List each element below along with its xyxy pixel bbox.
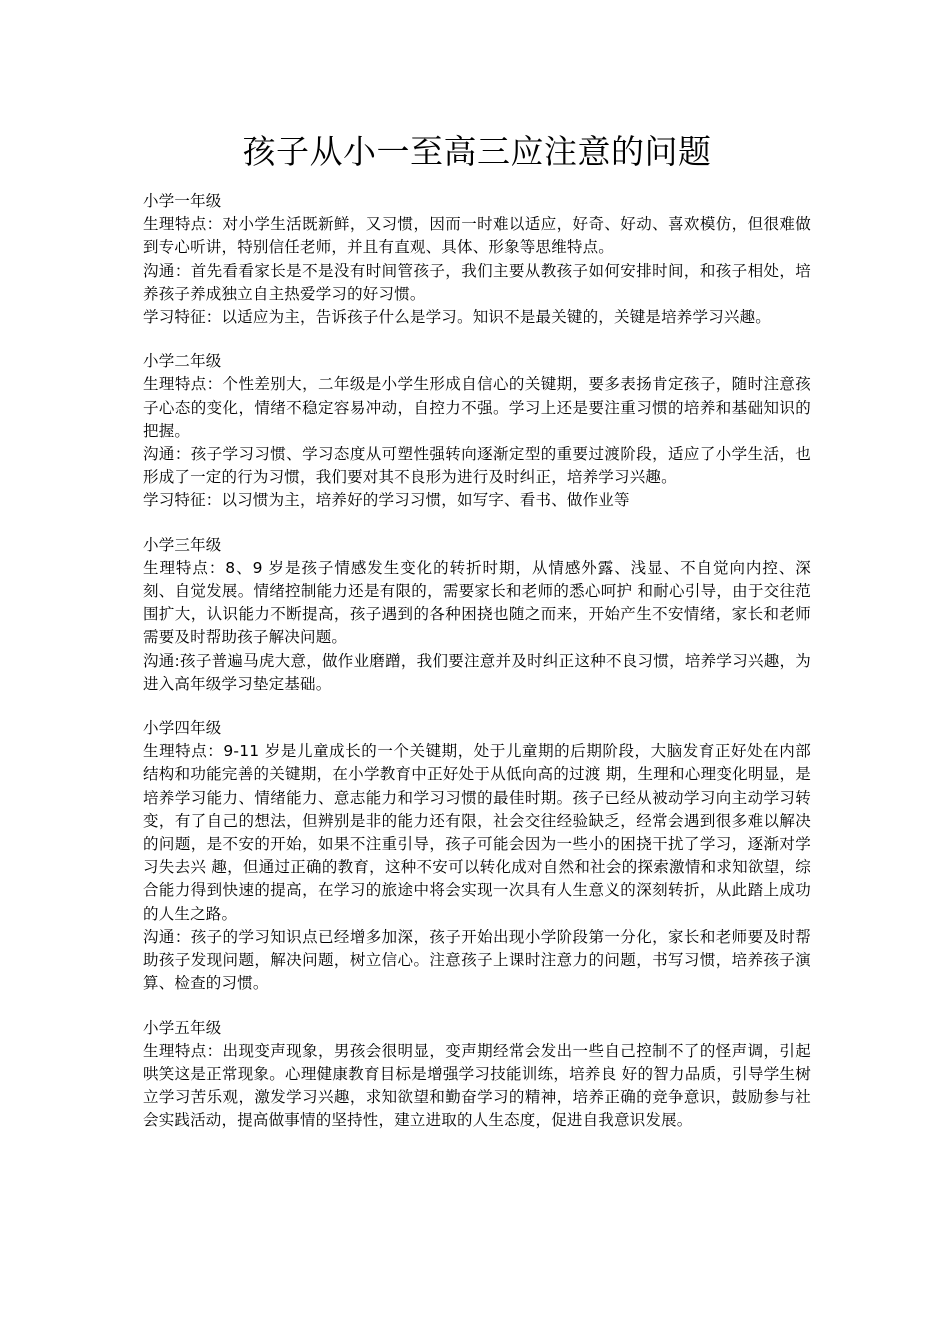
paragraph-physiology: 生理特点：个性差别大，二年级是小学生形成自信心的关键期，要多表扬肯定孩子，随时注意孩子心态的变化，情绪不稳定容易冲动，自控力不强。学习上还是要注重习惯的培养和基础知识的把握。 [143, 375, 811, 440]
paragraph-communication: 沟通：孩子学习习惯、学习态度从可塑性强转向逐渐定型的重要过渡阶段，适应了小学生活，也形成了一定的行为习惯，我们要对其不良形为进行及时纠正，培养学习兴趣。 [143, 445, 811, 487]
section-grade-5 [143, 1017, 811, 1133]
section-heading: 小学四年级 [143, 719, 222, 738]
paragraph-physiology: 生理特点：对小学生活既新鲜，又习惯，因而一时难以适应，好奇、好动、喜欢模仿，但很难做到专心听讲，特别信任老师，并且有直观、具体、形象等思维特点。 [143, 215, 811, 257]
paragraph-physiology: 生理特点：8、9 岁是孩子情感发生变化的转折时期，从情感外露、浅显、不自觉向内控、深刻、自觉发展。情绪控制能力还是有限的，需要家长和老师的悉心呵护 和耐心引导，由于交往范围扩大，认识能力不断提高，孩子遇到的各种困挠也随之而来，开始产生不安情绪，家长和老师需要及时帮助孩子解决问题。 [143, 558, 811, 647]
paragraph-physiology: 生理特点：9-11 岁是儿童成长的一个关键期，处于儿童期的后期阶段，大脑发育正好处在内部结构和功能完善的关键期，在小学教育中正好处于从低向高的过渡 期，生理和心理变化明显，是培养学习能力、情绪能力、意志能力和学习习惯的最佳时期。孩子已经从被动学习向主动学习转变，有了自己的想法，但辨别是非的能力还有限，社会交往经验缺乏，经常会遇到很多难以解决的问题，是不安的开始，如果不注重引导，孩子可能会因为一些小的困挠干扰了学习，逐渐对学习失去兴 趣，但通过正确的教育，这种不安可以转化成对自然和社会的探索激情和求知欲望，综合能力得到快速的提高，在学习的旅途中将会实现一次具有人生意义的深刻转折，从此踏上成功的人生之路。 [143, 742, 811, 923]
paragraph-communication: 沟通：首先看看家长是不是没有时间管孩子，我们主要从教孩子如何安排时间，和孩子相处，培养孩子养成独立自主热爱学习的好习惯。 [143, 261, 811, 303]
section-heading: 小学二年级 [143, 352, 222, 371]
paragraph-learning: 学习特征：以适应为主，告诉孩子什么是学习。知识不是最关键的，关键是培养学习兴趣。 [143, 308, 772, 327]
section-grade-2 [143, 350, 811, 512]
paragraph-communication: 沟通:孩子普遍马虎大意，做作业磨蹭，我们要注意并及时纠正这种不良习惯，培养学习兴趣，为进入高年级学习垫定基础。 [143, 651, 811, 693]
section-grade-3 [143, 534, 811, 696]
section-heading: 小学五年级 [143, 1018, 222, 1037]
section-heading: 小学一年级 [143, 192, 222, 210]
paragraph-learning: 学习特征：以习惯为主，培养好的学习习惯，如写字、看书、做作业等 [143, 491, 630, 510]
section-heading: 小学三年级 [143, 535, 222, 554]
section-grade-4 [143, 717, 811, 995]
document-page [143, 128, 811, 1154]
section-grade-1 [143, 190, 811, 329]
paragraph-communication: 沟通：孩子的学习知识点已经增多加深，孩子开始出现小学阶段第一分化，家长和老师要及时帮助孩子发现问题，解决问题，树立信心。注意孩子上课时注意力的问题，书写习惯，培养孩子演算、检查的习惯。 [143, 927, 811, 993]
document-title: 孩子从小一至高三应注意的问题 [242, 132, 712, 171]
paragraph-physiology: 生理特点：出现变声现象，男孩会很明显，变声期经常会发出一些自己控制不了的怪声调，引起哄笑这是正常现象。心理健康教育目标是增强学习技能训练，培养良 好的智力品质，引导学生树立学习苦乐观，激发学习兴趣，求知欲望和勤奋学习的精神，培养正确的竞争意识，鼓励参与社会实践活动，提高做事情的坚持性，建立进取的人生态度，促进自我意识发展。 [143, 1041, 811, 1130]
